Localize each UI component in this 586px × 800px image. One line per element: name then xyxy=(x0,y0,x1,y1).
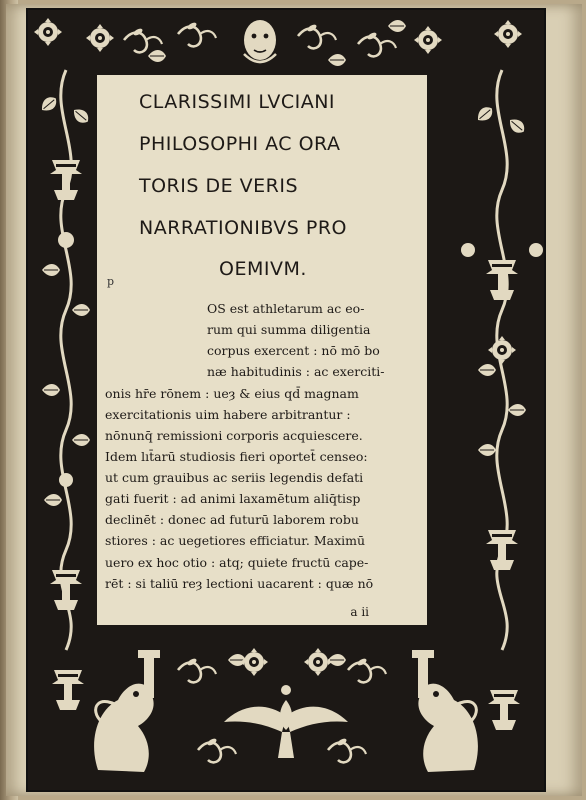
body-line: corpus exercent : nō mō bo xyxy=(207,343,380,358)
body-line: declinēt : donec ad futurū laborem robu xyxy=(105,512,359,527)
body-line: gati fuerit : ad animi laxamētum aliq̄tisp xyxy=(105,491,361,506)
body-line: nōnunq̄ remissioni corporis acquiescere. xyxy=(105,428,363,443)
title-line: OEMIVM. xyxy=(219,258,307,280)
title-line: PHILOSOPHI AC ORA xyxy=(139,133,341,155)
body-line: stiores : ac uegetiores efficiatur. Maximū xyxy=(105,533,366,548)
body-line: uero ex hoc otio : atq; quiete fructū cape- xyxy=(105,555,369,570)
signature-mark: a ii xyxy=(350,605,369,619)
body-line: næ habitudinis : ac exerciti- xyxy=(207,364,385,379)
body-line: rum qui summa diligentia xyxy=(207,322,371,337)
body-line: ut cum grauibus ac seriis legendis defati xyxy=(105,470,364,485)
guide-letter: p xyxy=(107,275,115,288)
body-line: Idem lıt̄arū studiosis fieri oportet̄ censeo: xyxy=(105,449,368,464)
title-line: CLARISSIMI LVCIANI xyxy=(139,91,336,113)
body-line: rēt : si taliū reȝ lectioni uacarent : quæ nō xyxy=(105,576,374,591)
body-line: exercitationis uim habere arbitrantur : xyxy=(105,407,351,422)
title-line: TORIS DE VERIS xyxy=(139,175,299,197)
body-line: OS est athletarum ac eo- xyxy=(207,301,365,316)
body-line: onis hr̄e rōnem : ueȝ & eius qd̄ magnam xyxy=(105,386,359,401)
title-line: NARRATIONIBVS PRO xyxy=(139,217,348,239)
text-panel xyxy=(94,72,430,628)
